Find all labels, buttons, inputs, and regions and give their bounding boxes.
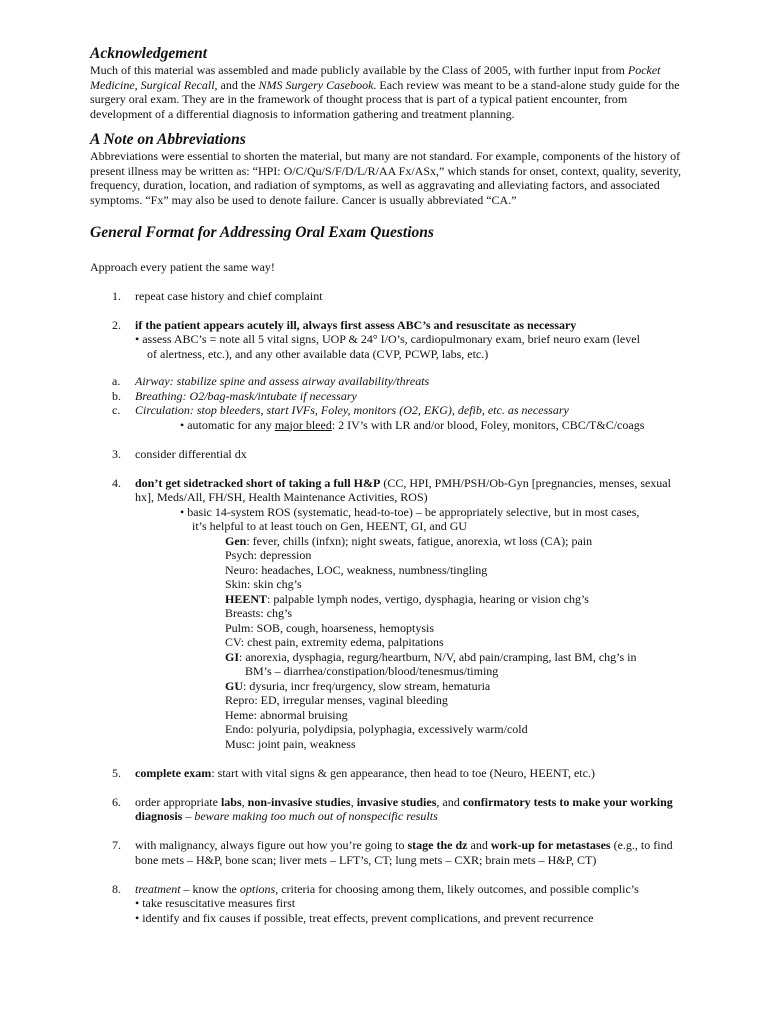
- step-7: 7. with malignancy, always figure out how you’re going to stage the dz and work-up for metastases (e.g., to find bone mets – H&P, bone scan; liver mets – LFT’s, CT; lung mets – CXR; brain mets – H&P, CT): [112, 838, 673, 867]
- major-bleed-note: • automatic for any major bleed: 2 IV’s with LR and/or blood, Foley, monitors, CBC/T&C/coags: [180, 417, 645, 432]
- step-2: 2. if the patient appears acutely ill, always first assess ABC’s and resuscitate as necessary • assess ABC’s = note all 5 vital signs, UOP & 24° I/O’s, cardiopulmonary exam, brief neuro exam (level of alertness, etc.), and any other available data (CVP, PCWP, labs, etc.) a. Airway: stabilize spine and assess airway availability/threats b. Breathing: O2/bag-mask/intubate if necessary c. Circulation: stop bleeders, start IVFs, Foley, monitors (O2, EKG), defib, etc. as necessary • automatic for any major bleed: 2 IV’s with LR and/or blood, Foley, monitors, CBC/T&C/coags: [90, 318, 690, 433]
- step-8: 8. treatment – know the options, criteria for choosing among them, likely outcomes, and possible complic’s • take resuscitative measures first • identify and fix causes if possible, treat effects, prevent complications, and prevent recurrence: [112, 881, 639, 925]
- abbreviations-heading: A Note on Abbreviations: [90, 131, 246, 148]
- step-6: 6. order appropriate labs, non-invasive studies, invasive studies, and confirmatory tests to make your working diagnosis – beware making too much out of nonspecific results: [112, 794, 673, 823]
- intro-line: Approach every patient the same way!: [90, 260, 275, 274]
- acknowledgement-paragraph: Much of this material was assembled and made publicly available by the Class of 2005, with further input from Pocket Medicine, Surgical Recall, and the NMS Surgery Casebook. Each review was meant to be a stand-alone study guide for the surgery oral exam. They are in the framework of thought process that is part of a typical patient encounter, from development of a differential diagnosis to information gathering and treatment planning.: [90, 63, 680, 121]
- ros-list: Gen: fever, chills (infxn); night sweats, fatigue, anorexia, wt loss (CA); pain Psych: depression Neuro: headaches, LOC, weakness, numbness/tingling Skin: skin chg’s HEENT: palpable lymph nodes, vertigo, dysphagia, hearing or vision chg’s Breasts: chg’s Pulm: SOB, cough, hoarseness, hemoptysis CV: chest pain, extremity edema, palpitations GI: anorexia, dysphagia, regurg/heartburn, N/V, abd pain/cramping, last BM, chg’s in BM’s – diarrhea/constipation/blood/tenesmus/timing GU: dysuria, incr freq/urgency, slow stream, hematuria Repro: ED, irregular menses, vaginal bleeding Heme: abnormal bruising Endo: polyuria, polydipsia, polyphagia, excessively warm/cold Musc: joint pain, weakness: [225, 533, 637, 751]
- steps-list: [90, 289, 690, 926]
- step-3: 3. consider differential dx: [112, 446, 247, 461]
- abc-airway: a. Airway: stabilize spine and assess airway availability/threats: [112, 374, 430, 388]
- abc-breathing: b. Breathing: O2/bag-mask/intubate if necessary: [112, 388, 357, 403]
- step-5: 5. complete exam: start with vital signs & gen appearance, then head to toe (Neuro, HEENT, etc.): [112, 765, 595, 780]
- step-1: 1. repeat case history and chief complaint: [112, 288, 323, 303]
- step-4: 4. don’t get sidetracked short of taking a full H&P (CC, HPI, PMH/PSH/Ob-Gyn [pregnancies, menses, sexual hx], Meds/All, FH/SH, Health Maintenance Activities, ROS) • basic 14-system ROS (systematic, head-to-toe) – be appropriately selective, but in most cases, it’s helpful to at least touch on Gen, HEENT, GI, and GU Gen: fever, chills (infxn); night sweats, fatigue, anorexia, wt loss (CA); pain Psych: depression Neuro: headaches, LOC, weakness, numbness/tingling Skin: skin chg’s HEENT: palpable lymph nodes, vertigo, dysphagia, hearing or vision chg’s Breasts: chg’s Pulm: SOB, cough, hoarseness, hemoptysis CV: chest pain, extremity edema, palpitations GI: anorexia, dysphagia, regurg/heartburn, N/V, abd pain/cramping, last BM, chg’s in BM’s – diarrhea/constipation/blood/tenesmus/timing GU: dysuria, incr freq/urgency, slow stream, hematuria Repro: ED, irregular menses, vaginal bleeding Heme: abnormal bruising Endo: polyuria, polydipsia, polyphagia, excessively warm/cold Musc: joint pain, weakness: [90, 476, 690, 752]
- document-page: [90, 44, 690, 940]
- abc-circulation: c. Circulation: stop bleeders, start IVFs, Foley, monitors (O2, EKG), defib, etc. as necessary: [112, 403, 569, 417]
- abc-sublist: [90, 374, 690, 418]
- acknowledgement-heading: Acknowledgement: [90, 45, 208, 62]
- abbreviations-paragraph: Abbreviations were essential to shorten the material, but many are not standard. For example, components of the history of present illness may be written as: “HPI: O/C/Qu/S/F/D/L/R/AA Fx/ASx,” which stands for onset, context, quality, severity, frequency, duration, location, and radiation of symptoms, as well as aggravating and alleviating factors, and associated symptoms. “Fx” may also be used to denote failure. Cancer is usually abbreviated “CA.”: [90, 149, 682, 207]
- general-format-heading: General Format for Addressing Oral Exam Questions: [90, 224, 434, 241]
